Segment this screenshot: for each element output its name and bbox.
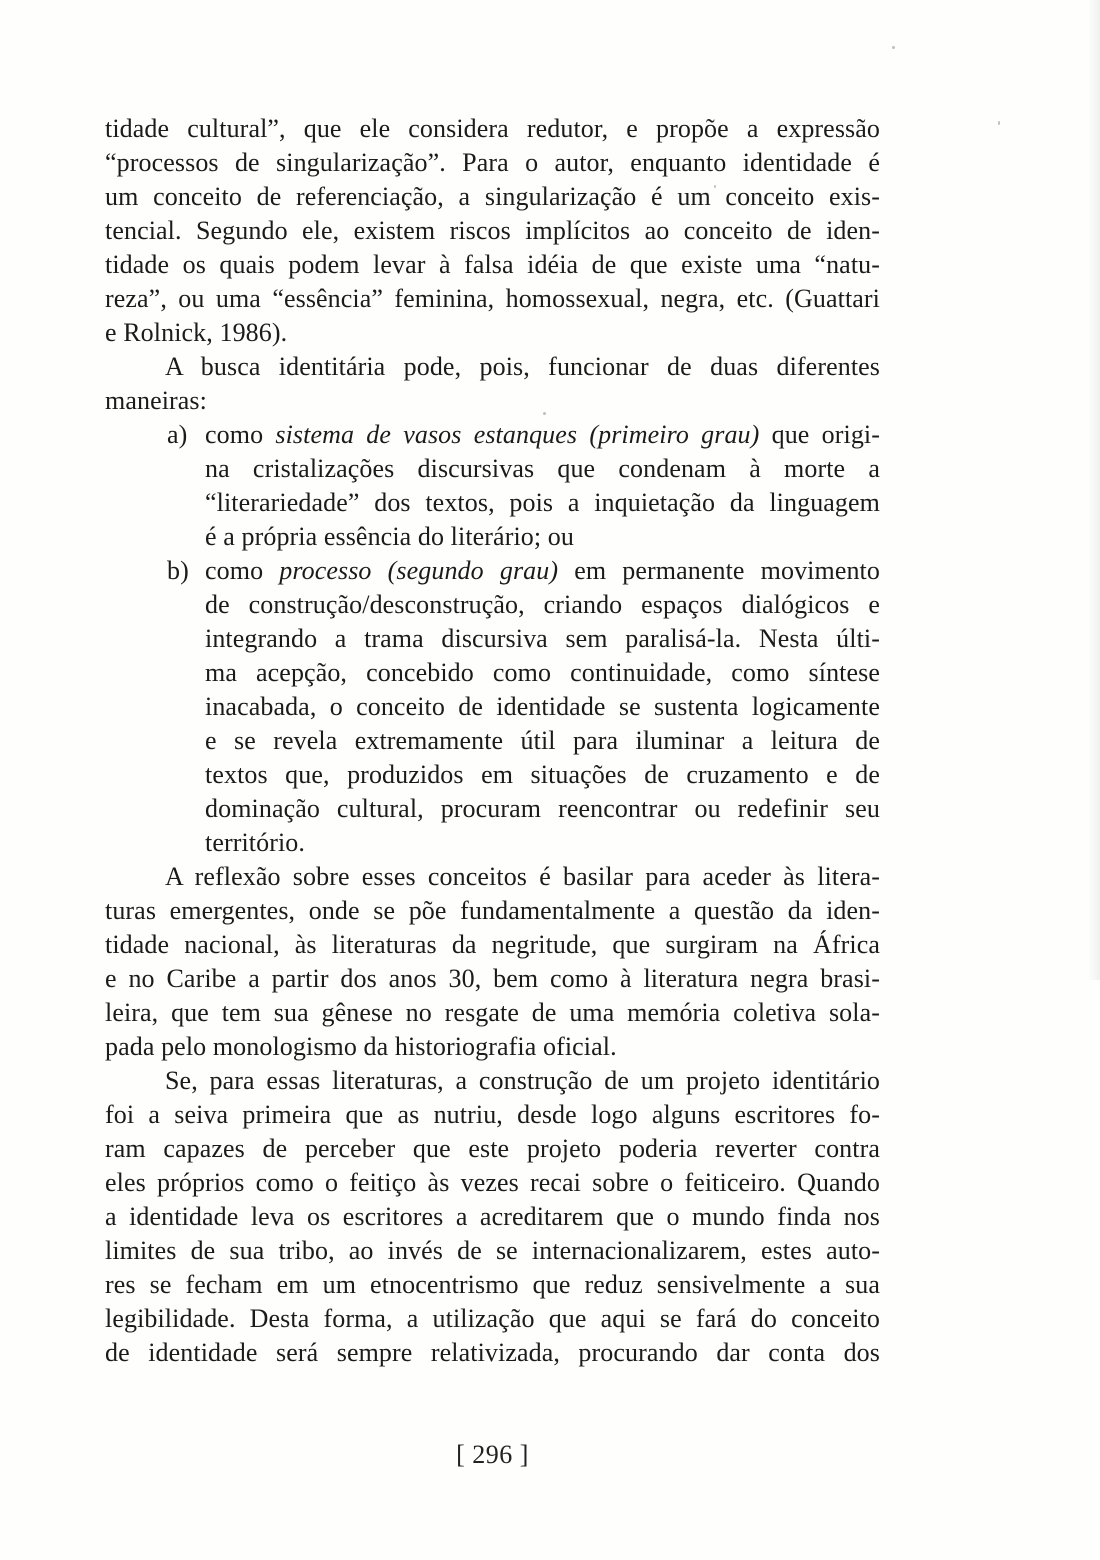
paragraph — [105, 350, 880, 418]
text-line — [167, 418, 881, 452]
text-run: turas emergentes, onde se põe fundamentalmente a questão da iden- — [105, 896, 880, 925]
text-run: e no Caribe a partir dos anos 30, bem como à literatura negra brasi- — [105, 964, 880, 993]
text-line — [105, 962, 880, 996]
text-line — [205, 486, 880, 520]
text-line — [105, 1234, 880, 1268]
text-run: leira, que tem sua gênese no resgate de uma memória coletiva sola- — [105, 998, 880, 1027]
text-line — [105, 282, 880, 316]
text-run: tidade os quais podem levar à falsa idéia de que existe uma “natu- — [105, 250, 880, 279]
text-run: inacabada, o conceito de identidade se sustenta logicamente — [205, 692, 880, 721]
text-run: como — [205, 420, 276, 449]
text-line — [105, 214, 880, 248]
text-line — [167, 554, 880, 588]
text-run: e se revela extremamente útil para iluminar a leitura de — [205, 726, 880, 755]
text-run: res se fecham em um etnocentrismo que reduz sensivelmente a sua — [105, 1270, 880, 1299]
text-run: de identidade será sempre relativizada, procurando dar conta dos — [105, 1338, 880, 1367]
text-line — [205, 792, 880, 826]
text-line — [105, 860, 880, 894]
text-run: “processos de singularização”. Para o autor, enquanto identidade é — [105, 148, 880, 177]
text-run: A busca identitária pode, pois, funcionar de duas diferentes — [165, 352, 880, 381]
text-line — [105, 1200, 880, 1234]
text-run: é a própria essência do literário; ou — [205, 522, 574, 551]
text-line — [205, 452, 880, 486]
text-run: limites de sua tribo, ao invés de se internacionalizarem, estes auto- — [105, 1236, 880, 1265]
text-line — [105, 1336, 880, 1370]
text-line — [105, 248, 880, 282]
text-line — [105, 316, 880, 350]
page-text — [105, 112, 880, 1370]
text-run: a identidade leva os escritores a acreditarem que o mundo finda nos — [105, 1202, 880, 1231]
scan-edge-shadow — [1088, 0, 1100, 980]
text-line — [205, 520, 880, 554]
text-line — [105, 1132, 880, 1166]
italic-text-run: sistema de vasos estanques (primeiro grau) — [275, 420, 760, 449]
text-line — [105, 1030, 880, 1064]
text-run: um conceito de referenciação, a singularização é um conceito exis- — [105, 182, 880, 211]
text-run: maneiras: — [105, 386, 207, 415]
text-run: dominação cultural, procuram reencontrar ou redefinir seu — [205, 794, 880, 823]
text-run: Se, para essas literaturas, a construção de um projeto identitário — [165, 1066, 880, 1095]
text-line — [105, 146, 880, 180]
text-run: ma acepção, concebido como continuidade, como síntese — [205, 658, 880, 687]
list-item — [167, 418, 881, 554]
text-line — [205, 758, 880, 792]
text-run: em permanente movimento — [558, 556, 880, 585]
text-run: tidade cultural”, que ele considera redutor, e propõe a expressão — [105, 114, 880, 143]
text-run: foi a seiva primeira que as nutriu, desde logo alguns escritores fo- — [105, 1100, 880, 1129]
text-line — [205, 724, 880, 758]
text-run: pada pelo monologismo da historiografia oficial. — [105, 1032, 617, 1061]
paragraph — [105, 1064, 880, 1370]
text-line — [105, 112, 880, 146]
text-run: como — [205, 556, 280, 585]
text-run: legibilidade. Desta forma, a utilização que aqui se fará do conceito — [105, 1304, 880, 1333]
text-line — [105, 1166, 880, 1200]
text-run: tencial. Segundo ele, existem riscos implícitos ao conceito de iden- — [105, 216, 880, 245]
text-line — [205, 622, 880, 656]
text-line — [105, 180, 880, 214]
text-line — [105, 928, 880, 962]
text-run: A reflexão sobre esses conceitos é basilar para aceder às litera- — [165, 862, 880, 891]
text-run: na cristalizações discursivas que condenam à morte a — [205, 454, 880, 483]
text-run: “literariedade” dos textos, pois a inquietação da linguagem — [205, 488, 880, 517]
text-run: textos que, produzidos em situações de cruzamento e de — [205, 760, 880, 789]
list-item — [167, 554, 880, 860]
text-line — [105, 996, 880, 1030]
text-run: e Rolnick, 1986). — [105, 318, 288, 347]
text-line — [205, 656, 880, 690]
italic-text-run: processo (segundo grau) — [279, 556, 559, 585]
text-line — [205, 690, 880, 724]
text-line — [205, 826, 880, 860]
text-line — [105, 1268, 880, 1302]
text-run: de construção/desconstrução, criando espaços dialógicos e — [205, 590, 880, 619]
text-line — [105, 1098, 880, 1132]
text-run: território. — [205, 828, 306, 857]
text-run: integrando a trama discursiva sem paralisá-la. Nesta últi- — [205, 624, 880, 653]
text-line — [105, 384, 880, 418]
paragraph — [105, 860, 880, 1064]
scan-speck — [998, 121, 1000, 125]
text-run: tidade nacional, às literaturas da negritude, que surgiram na África — [105, 930, 880, 959]
text-line — [205, 588, 880, 622]
text-line — [105, 350, 880, 384]
text-line — [105, 1064, 880, 1098]
text-run: eles próprios como o feitiço às vezes recai sobre o feiticeiro. Quando — [105, 1168, 880, 1197]
page-number: [ 296 ] — [456, 1440, 529, 1469]
text-line — [105, 1302, 880, 1336]
text-run: ram capazes de perceber que este projeto poderia reverter contra — [105, 1134, 880, 1163]
list-item-marker: b) — [167, 556, 189, 585]
text-line — [105, 894, 880, 928]
paragraph — [105, 112, 880, 350]
text-run: reza”, ou uma “essência” feminina, homossexual, negra, etc. (Guattari — [105, 284, 880, 313]
list-item-marker: a) — [167, 420, 188, 449]
text-run: que origi- — [759, 420, 881, 449]
scan-speck — [892, 46, 895, 49]
